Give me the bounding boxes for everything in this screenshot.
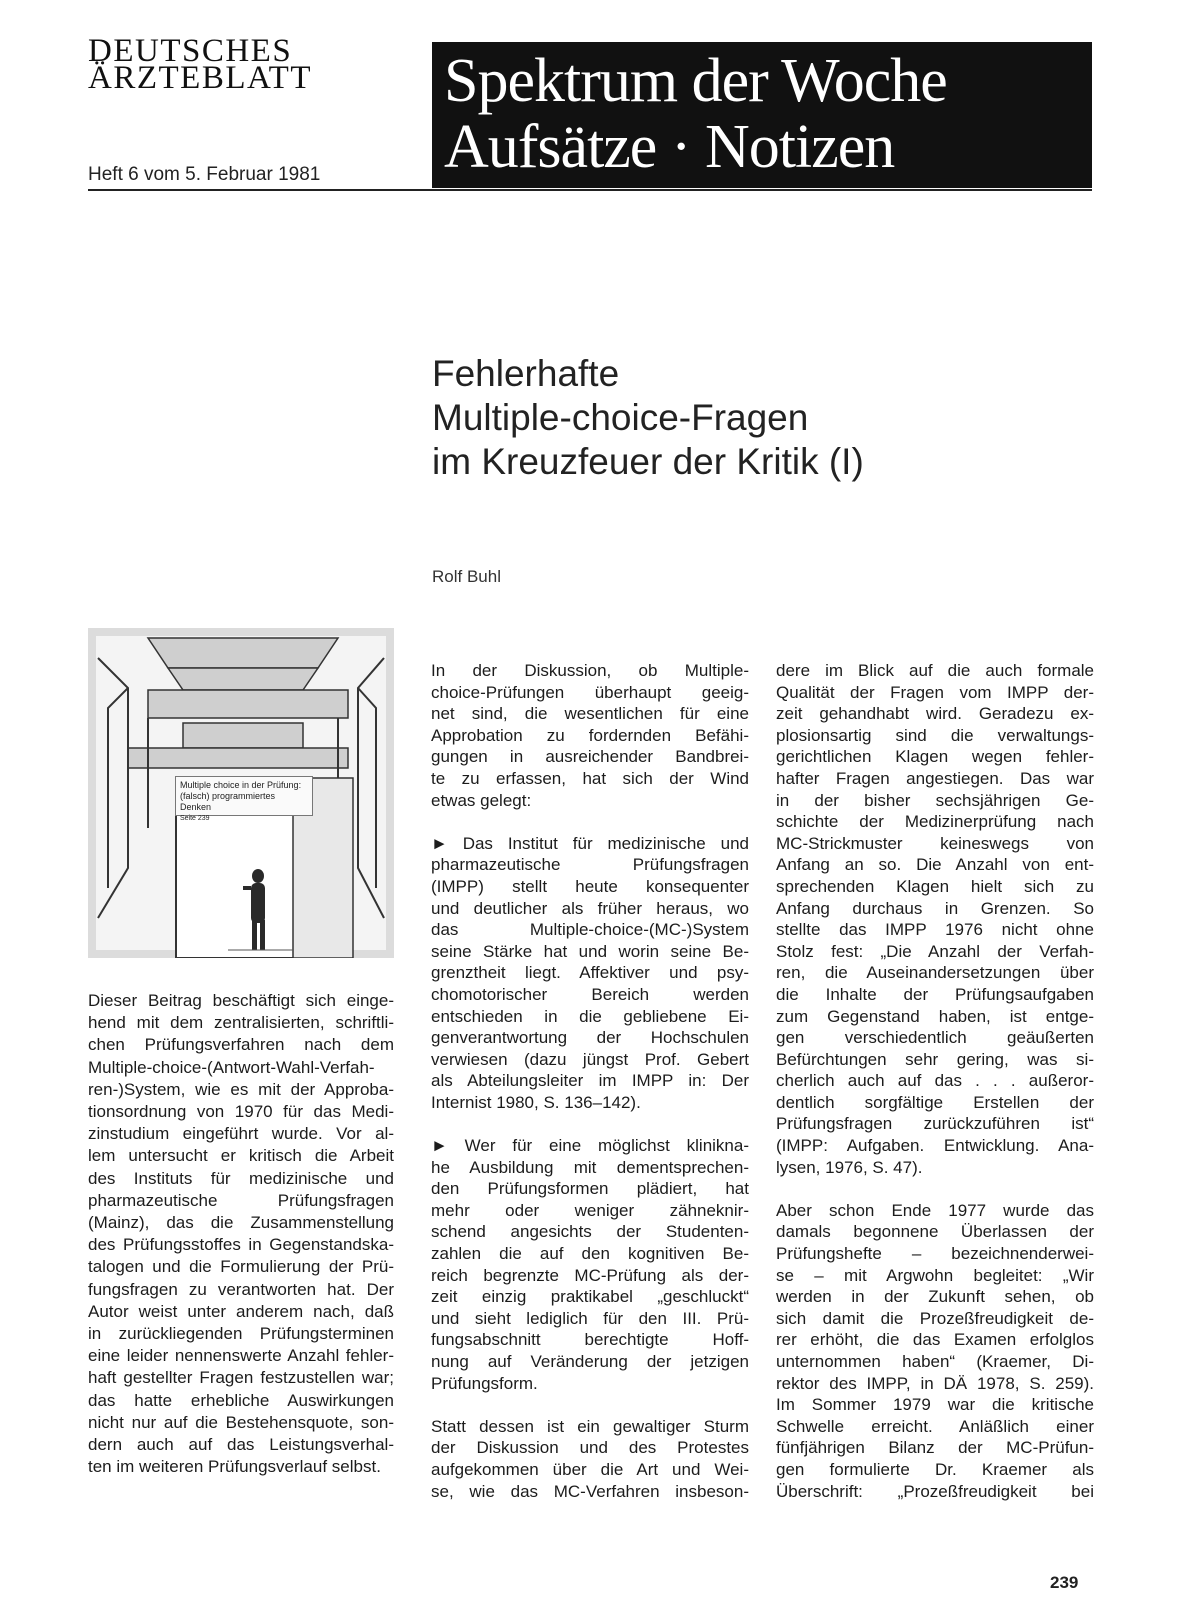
text-line: pharmazeutische Prüfungsfragen (431, 855, 749, 875)
text-line: gungen in ausreichender Bandbrei- (431, 747, 749, 767)
text-line: ► Das Institut für medizinische und (431, 833, 749, 853)
abstract-line: ten im weiteren Prüfungsverlauf selbst. (88, 1457, 381, 1477)
text-line: zum Gegenstand haben, ist entge- (776, 1006, 1094, 1026)
text-line: dentlich sorgfältige Erstellen der (776, 1092, 1094, 1112)
text-line: der Diskussion und des Protestes (431, 1438, 749, 1458)
text-line: plosionsartig sind die verwaltungs- (776, 725, 1094, 745)
text-line: Überschrift: „Prozeßfreudigkeit bei (776, 1481, 1094, 1501)
text-line: ren, die Auseinandersetzungen über (776, 963, 1094, 983)
paragraph (431, 833, 749, 1114)
text-line: rer erhöht, die das Examen erfolglos (776, 1330, 1094, 1350)
text-line: Prüfungsform. (431, 1373, 538, 1393)
abstract-line: Autor weist unter anderem nach, daß (88, 1301, 394, 1321)
text-line: werden in der Zukunft sehen, ob (776, 1287, 1094, 1307)
text-line: Statt dessen ist ein gewaltiger Sturm (431, 1416, 749, 1436)
text-line: he Ausbildung mit dementsprechen- (431, 1157, 749, 1177)
text-line: rektor des IMPP, in DÄ 1978, S. 259). (776, 1373, 1094, 1393)
abstract-line: eine leider nennenswerte Anzahl fehler- (88, 1346, 394, 1366)
text-line: reich begrenzte MC-Prüfung als der- (431, 1265, 749, 1285)
text-line: Approbation zu fordernden Befähi- (431, 725, 749, 745)
caption-line: (falsch) programmiertes Denken (180, 791, 276, 812)
abstract-line: hend mit dem zentralisierten, schriftli- (88, 1013, 394, 1033)
abstract-line: pharmazeutische Prüfungsfragen (88, 1190, 394, 1210)
illustration-caption (175, 776, 313, 822)
text-line: Internist 1980, S. 136–142). (431, 1092, 641, 1112)
text-line: verwiesen (dazu jüngst Prof. Gebert (431, 1049, 749, 1069)
title-line: Fehlerhafte (432, 353, 620, 394)
text-line: unternommen haben“ (Kraemer, Di- (776, 1352, 1094, 1371)
text-line: lysen, 1976, S. 47). (776, 1157, 923, 1177)
paragraph (431, 1416, 749, 1502)
masthead-line-1: DEUTSCHES (88, 33, 293, 69)
abstract-line: des Instituts für medizinische und (88, 1168, 394, 1188)
journal-masthead (88, 33, 408, 96)
title-line: Multiple-choice-Fragen (432, 397, 809, 438)
masthead-line-2: ÄRZTEBLATT (88, 60, 312, 96)
article-abstract (88, 990, 394, 1478)
text-line: fünfjährigen Bilanz der MC-Prüfun- (776, 1438, 1094, 1458)
text-line: MC-Strickmuster keineswegs von (776, 833, 1094, 853)
text-line: grenztheit liegt. Affektiver und psy- (431, 963, 749, 983)
text-line: Qualität der Fragen vom IMPP der- (776, 682, 1094, 702)
text-line: Schwelle erreicht. Anläßlich einer (776, 1416, 1094, 1436)
text-line: schend angesichts der Studenten- (431, 1222, 749, 1242)
text-line: net sind, die wesentlichen für eine (431, 704, 749, 724)
text-line: Anfang durchaus in Grenzen. So (776, 898, 1094, 918)
text-line: aufgekommen über die Art und Wei- (431, 1459, 749, 1479)
text-line: cherlich auch auf das . . . außeror- (776, 1071, 1094, 1091)
text-line: damals begonnene Überlassen der (776, 1222, 1094, 1242)
text-line: te zu erfassen, hat sich der Wind (431, 768, 749, 788)
title-line: im Kreuzfeuer der Kritik (I) (432, 441, 864, 482)
text-line: (IMPP: Aufgaben. Entwicklung. Ana- (776, 1136, 1094, 1156)
abstract-line: chen Prüfungsverfahren nach dem (88, 1035, 394, 1055)
text-line: dere im Blick auf die auch formale (776, 661, 1094, 680)
text-line: und deutlicher als früher heraus, wo (431, 898, 749, 918)
abstract-line: talogen und die Formulierung der Prü- (88, 1257, 394, 1277)
text-line: Prüfungshefte – bezeichnenderwei- (776, 1244, 1094, 1264)
text-line: nung auf Veränderung der jetzigen (431, 1352, 749, 1371)
text-line: Befürchtungen sehr gering, was si- (776, 1049, 1094, 1069)
abstract-line: zinstudium eingeführt wurde. Vor al- (88, 1124, 394, 1144)
text-line: seine Stärke hat und worin seine Be- (431, 941, 749, 961)
banner-line-1: Spektrum der Woche (444, 47, 947, 115)
body-column-3 (776, 660, 1094, 1524)
text-line: zeit einzig praktikabel „geschluckt“ (431, 1287, 749, 1307)
author-name: Rolf Buhl (432, 567, 501, 586)
paragraph (776, 1200, 1094, 1502)
text-line: Stolz fest: „Die Anzahl der Verfah- (776, 941, 1094, 961)
text-line: gen formulierte Dr. Kraemer als (776, 1459, 1094, 1479)
text-line: etwas gelegt: (431, 790, 532, 810)
text-line: mehr oder weniger zähneknir- (431, 1200, 749, 1220)
text-line: Im Sommer 1979 war die kritische (776, 1395, 1094, 1415)
abstract-line: Multiple-choice-(Antwort-Wahl-Verfah- (88, 1057, 375, 1077)
text-line: entschieden in die gebliebene Ei- (431, 1006, 749, 1026)
paragraph (776, 660, 1094, 1178)
text-line: Aber schon Ende 1977 wurde das (776, 1200, 1094, 1220)
text-line: zeit gehandhabt wird. Geradezu ex- (776, 704, 1094, 724)
text-line: als Abteilungsleiter im IMPP in: Der (431, 1071, 749, 1091)
text-line: Prüfungsfragen zurückzuführen ist“ (776, 1114, 1094, 1134)
text-line: sprechenden Klagen hielt sich zu (776, 876, 1094, 896)
text-line: in der bisher sechsjährigen Ge- (776, 790, 1094, 810)
body-column-2 (431, 660, 749, 1524)
text-line: die Inhalte der Prüfungsaufgaben (776, 984, 1094, 1004)
text-line: Anfang an so. Die Anzahl von ent- (776, 855, 1094, 875)
text-line: ► Wer für eine möglichst klinikna- (431, 1136, 749, 1156)
header-rule (88, 189, 1092, 191)
banner-line-2: Aufsätze · Notizen (444, 113, 895, 181)
text-line: sich damit die Prozeßfreudigkeit de- (776, 1308, 1094, 1328)
text-line: (IMPP) stellt heute konsequenter (431, 876, 749, 896)
abstract-line: das hatte erhebliche Auswirkungen (88, 1390, 394, 1410)
abstract-line: lem untersucht er kritisch die Arbeit (88, 1146, 394, 1166)
text-line: gerichtlichen Klagen wegen fehler- (776, 747, 1094, 767)
text-line: und sieht lediglich für den III. Prü- (431, 1308, 749, 1328)
abstract-line: (Mainz), das die Zusammenstellung (88, 1213, 394, 1233)
issue-date: Heft 6 vom 5. Februar 1981 (88, 164, 321, 185)
article-title (432, 352, 1072, 484)
abstract-line: Dieser Beitrag beschäftigt sich einge- (88, 991, 394, 1010)
abstract-line: ren-)System, wie es mit der Approba- (88, 1079, 394, 1099)
text-line: gen verschiedentlich geäußerten (776, 1028, 1094, 1048)
abstract-line: fungsfragen zu verantworten hat. Der (88, 1279, 394, 1299)
abstract-line: dern auch auf das Leistungsverhal- (88, 1435, 394, 1455)
text-line: das Multiple-choice-(MC-)System (431, 920, 749, 940)
caption-line: Multiple choice in der Prüfung: (180, 780, 302, 790)
abstract-line: des Prüfungsstoffes in Gegenstandska- (88, 1235, 394, 1255)
paragraph (431, 660, 749, 811)
text-line: den Prüfungsformen plädiert, hat (431, 1179, 749, 1199)
text-line: genverantwortung der Hochschulen (431, 1028, 749, 1048)
abstract-line: tionsordnung von 1970 für das Medi- (88, 1102, 394, 1122)
abstract-line: nicht nur auf die Bestehensquote, son- (88, 1412, 394, 1432)
text-line: choice-Prüfungen überhaupt geeig- (431, 682, 749, 702)
abstract-line: in zurückliegenden Prüfungsterminen (88, 1324, 394, 1344)
text-line: zahlen die auf den kognitiven Be- (431, 1244, 749, 1264)
section-banner (432, 42, 1092, 188)
page-number: 239 (1050, 1573, 1079, 1592)
text-line: chomotorischer Bereich werden (431, 984, 749, 1004)
text-line: se – mit Argwohn begleitet: „Wir (776, 1265, 1094, 1285)
caption-page-ref: Seite 239 (180, 815, 210, 822)
text-line: stellte das IMPP 1976 nicht ohne (776, 920, 1094, 940)
text-line: In der Diskussion, ob Multiple- (431, 661, 749, 680)
text-line: schichte der Medizinerprüfung nach (776, 812, 1094, 832)
abstract-line: haft gestellter Fragen festzustellen war; (88, 1368, 394, 1388)
text-line: hafter Fragen angestiegen. Das war (776, 768, 1094, 788)
text-line: fungsabschnitt berechtigte Hoff- (431, 1330, 749, 1350)
text-line: se, wie das MC-Verfahren insbeson- (431, 1481, 749, 1501)
paragraph (431, 1135, 749, 1394)
